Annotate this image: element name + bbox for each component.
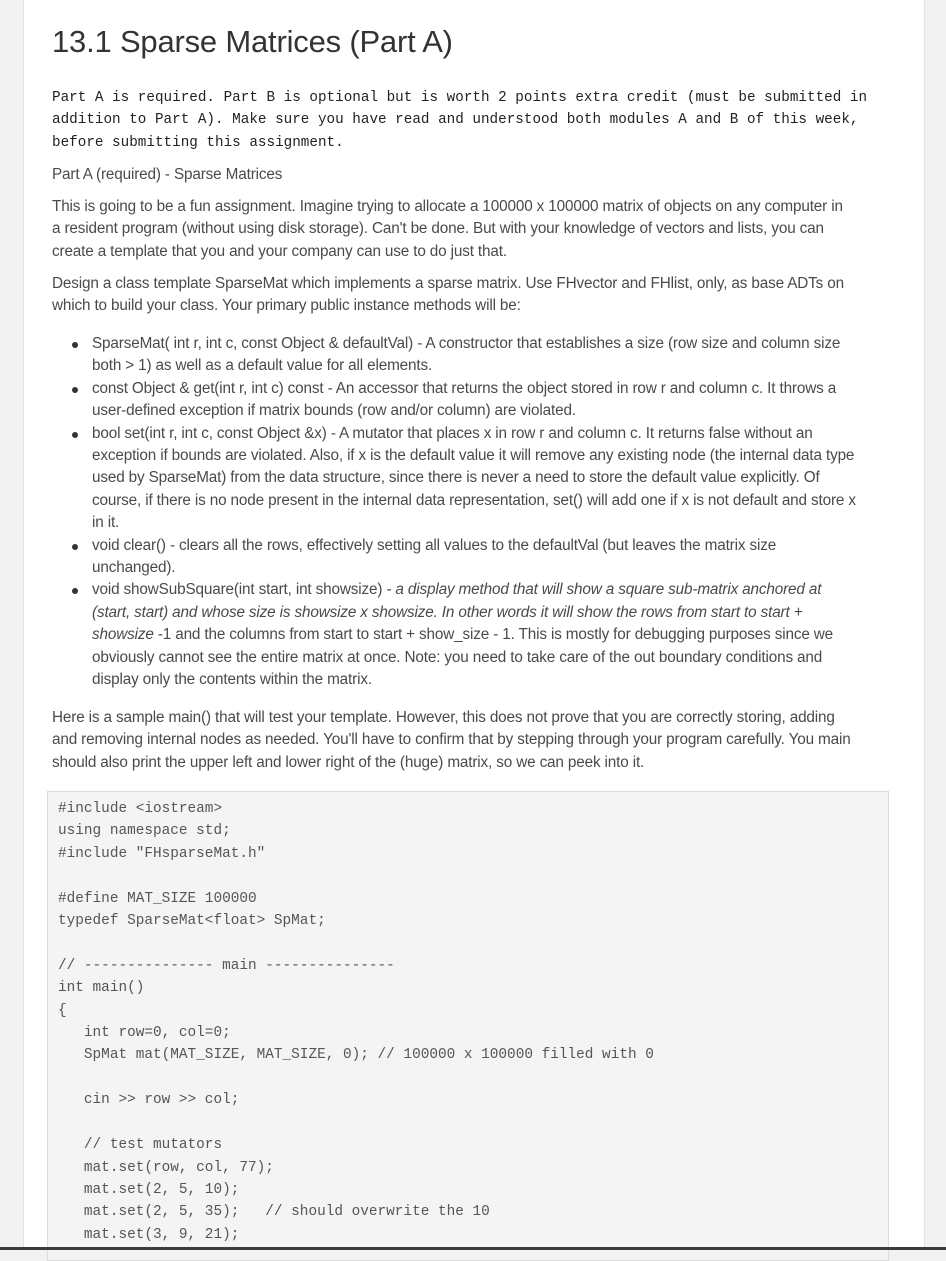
method-item-set: bool set(int r, int c, const Object &x) - A mutator that places x in row r and column c. It returns false without an exception if bounds are violated. Also, if x is the default value it will remove any existing node (the internal data type used by SparseMat) from the data structure, since there is never a need to store the default value explicitly. Of course, if there is no node present in the internal data representation, set() will add one if x is not default and store x in it. (52, 423, 902, 535)
method-item-get: const Object & get(int r, int c) const - An accessor that returns the object stored in row r and column c. It throws a user-defined exception if matrix bounds (row and/or column) are violated. (52, 378, 902, 423)
intro-note-line: Part A is required. Part B is optional but is worth 2 points extra credit (must be submitted in (52, 90, 868, 106)
paragraph-line: and removing internal nodes as needed. You'll have to confirm that by stepping through your program carefully. You main (52, 731, 851, 749)
paragraph-line: should also print the upper left and lower right of the (huge) matrix, so we can peek into it. (52, 753, 645, 771)
intro-note-line: addition to Part A). Make sure you have read and understood both modules A and B of this week, (52, 112, 859, 129)
paragraph-design (52, 273, 902, 318)
paragraph-intro (52, 196, 902, 263)
code-listing: #include <iostream> using namespace std; #include "FHsparseMat.h" #define MAT_SIZE 100000 typedef SparseMat<float> SpMat; // --------------- main --------------- int main() { int row=0, col=0; SpMat mat(MAT_SIZE, MAT_SIZE, 0); // 100000 x 100000 filled with 0 cin >> row >> col; // test mutators mat.set(row, col, 77); mat.set(2, 5, 10); mat.set(2, 5, 35); // should overwrite the 10 mat.set(3, 9, 21); (58, 801, 654, 1243)
code-block (47, 791, 889, 1261)
intro-note (52, 87, 902, 154)
paragraph-line: a resident program (without using disk storage). Can't be done. But with your knowledge of vectors and lists, you can (52, 220, 824, 238)
part-a-heading: Part A (required) - Sparse Matrices (52, 166, 283, 183)
document-page (23, 0, 925, 1248)
paragraph-line: Here is a sample main() that will test your template. However, this does not prove that you are correctly storing, adding (52, 709, 835, 726)
page-title: 13.1 Sparse Matrices (Part A) (52, 24, 453, 59)
intro-note-line: before submitting this assignment. (52, 134, 344, 151)
paragraph-line: which to build your class. Your primary public instance methods will be: (52, 297, 521, 315)
method-item-constructor: SparseMat( int r, int c, const Object & defaultVal) - A constructor that establishes a size (row size and column size both > 1) as well as a default value for all elements. (52, 333, 902, 378)
method-list (52, 333, 902, 692)
method-item-clear: void clear() - clears all the rows, effectively setting all values to the defaultVal (but leaves the matrix size unchanged). (52, 535, 902, 580)
paragraph-line: create a template that you and your company can use to do just that. (52, 242, 507, 260)
method-item-showsubsquare: void showSubSquare(int start, int showsize) - a display method that will show a square sub-matrix anchored at (start, start) and whose size is showsize x showsize. In other words it will show the rows from start to start + showsize -1 and the columns from start to start + show_size - 1. This is mostly for debugging purposes since we obviously cannot see the entire matrix at once. Note: you need to take care of the out boundary conditions and display only the contents within the matrix. (52, 579, 902, 691)
paragraph-line: Design a class template SparseMat which implements a sparse matrix. Use FHvector and FHlist, only, as base ADTs on (52, 275, 844, 292)
paragraph-sample-main (52, 707, 902, 774)
paragraph-line: This is going to be a fun assignment. Imagine trying to allocate a 100000 x 100000 matrix of objects on any computer in (52, 198, 843, 215)
